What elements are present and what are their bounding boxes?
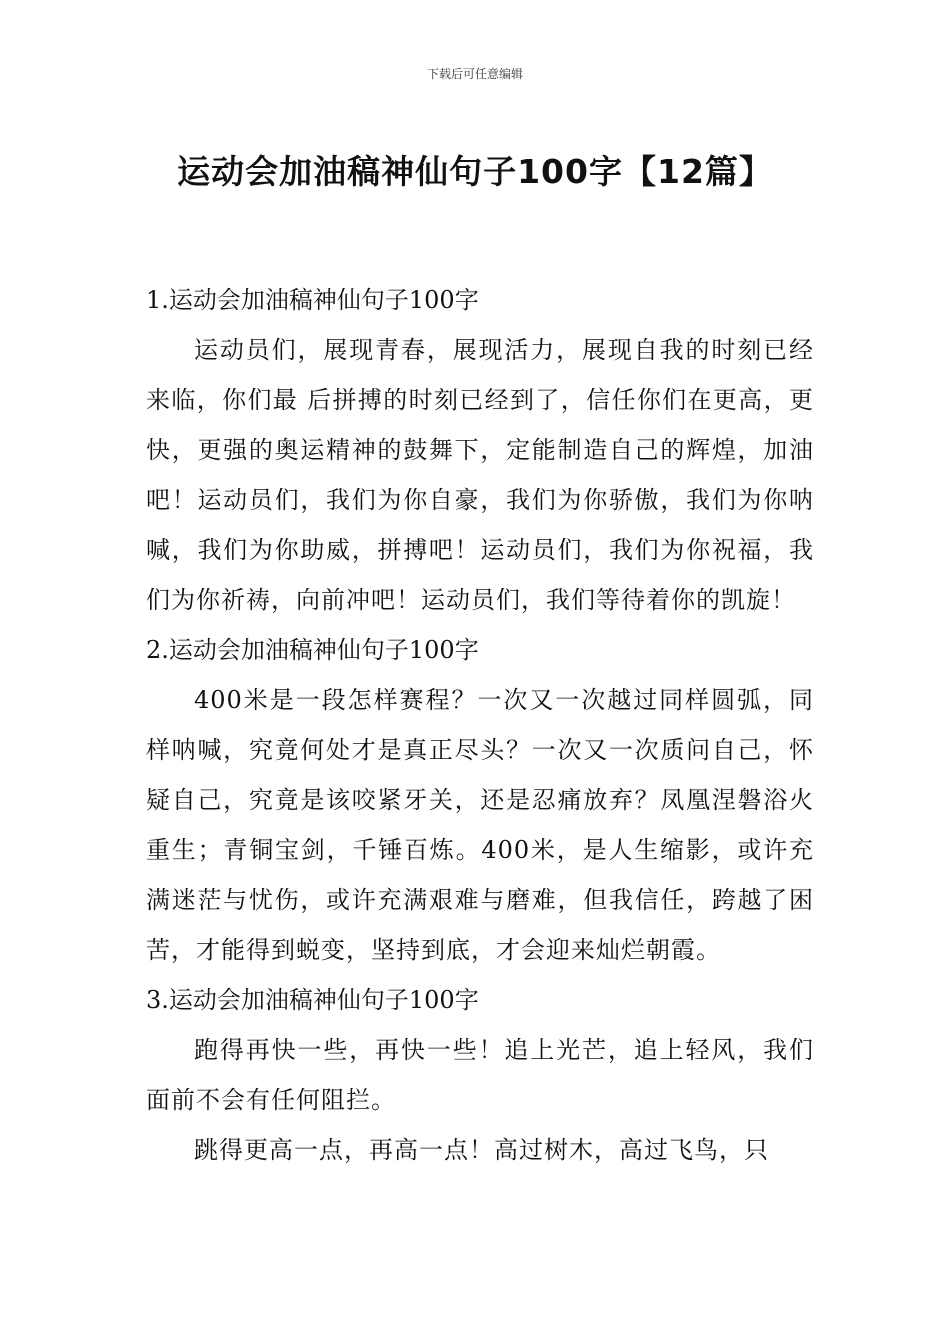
section-paragraph: 跳得更高一点，再高一点！高过树木，高过飞鸟，只 (194, 1136, 769, 1164)
document-body (146, 275, 814, 1175)
header-note: 下载后可任意编辑 (426, 67, 523, 81)
section-paragraph: 跑得再快一些，再快一些！追上光芒，追上轻风，我们面前不会有任何阻拦。 (146, 1036, 814, 1114)
document-title: 运动会加油稿神仙句子100字【12篇】 (177, 152, 773, 192)
section-1 (146, 275, 814, 625)
section-3 (146, 975, 814, 1175)
section-heading: 2.运动会加油稿神仙句子100字 (146, 636, 479, 664)
section-heading: 1.运动会加油稿神仙句子100字 (146, 286, 479, 314)
section-paragraph: 400米是一段怎样赛程？一次又一次越过同样圆弧，同样呐喊，究竟何处才是真正尽头？一次又一次质问自己，怀疑自己，究竟是该咬紧牙关，还是忍痛放弃？凤凰涅磐浴火重生；青铜宝剑，千锤百炼。400米，是人生缩影，或许充满迷茫与忧伤，或许充满艰难与磨难，但我信任，跨越了困苦，才能得到蜕变，坚持到底，才会迎来灿烂朝霞。 (146, 686, 814, 964)
section-2 (146, 625, 814, 975)
section-heading: 3.运动会加油稿神仙句子100字 (146, 986, 479, 1014)
section-paragraph: 运动员们，展现青春，展现活力，展现自我的时刻已经来临，你们最 后拼搏的时刻已经到了，信任你们在更高，更快，更强的奥运精神的鼓舞下，定能制造自己的辉煌，加油吧！运动员们，我们为你自豪，我们为你骄傲，我们为你呐喊，我们为你助威，拼搏吧！运动员们，我们为你祝福，我们为你祈祷，向前冲吧！运动员们，我们等待着你的凯旋！ (146, 336, 814, 614)
